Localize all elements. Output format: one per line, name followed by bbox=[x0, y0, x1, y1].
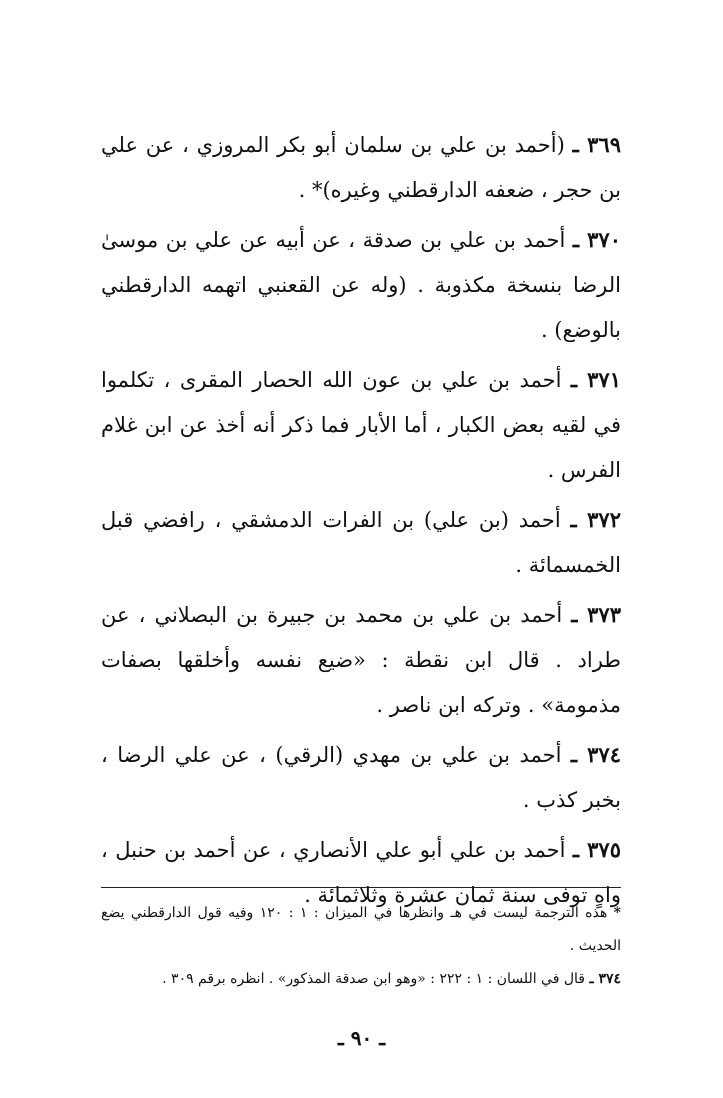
footnote-374 bbox=[101, 963, 621, 996]
entry-text: أحمد بن علي بن محمد بن جبيرة بن البصلاني ، عن طراد . قال ابن نقطة : «ضيع نفسه وأخلقها بصفات مذمومة» . وتركه ابن ناصر . bbox=[101, 603, 621, 717]
entry-371 bbox=[101, 357, 621, 493]
entry-text: أحمد (بن علي) بن الفرات الدمشقي ، رافضي قبل الخمسمائة . bbox=[101, 508, 621, 577]
entry-text: أحمد بن علي أبو علي الأنصاري ، عن أحمد بن حنبل ، واهٍ توفى سنة ثمان عشرة وثلاثمائة . bbox=[101, 838, 621, 907]
entry-370 bbox=[101, 217, 621, 353]
biography-entries bbox=[101, 122, 621, 922]
entry-372 bbox=[101, 497, 621, 588]
entry-text: أحمد بن علي بن عون الله الحصار المقرى ، تكلموا في لقيه بعض الكبار ، أما الأبار فما ذكر أنه أخذ عن ابن غلام الفرس . bbox=[101, 368, 621, 482]
footnote-marker: * bbox=[613, 905, 621, 921]
footnote-marker: ٣٧٤ ـ bbox=[589, 971, 621, 987]
entry-373 bbox=[101, 592, 621, 728]
footnote-star bbox=[101, 897, 621, 963]
entry-text: (أحمد بن علي بن سلمان أبو بكر المروزي ، عن علي بن حجر ، ضعفه الدارقطني وغيره)* . bbox=[101, 133, 621, 202]
footnote-text: قال في اللسان : ١ : ٢٢٢ : «وهو ابن صدقة المذكور» . انظره برقم ٣٠٩ . bbox=[162, 971, 585, 987]
entry-number: ٣٦٩ ـ bbox=[572, 132, 621, 157]
entry-number: ٣٧٣ ـ bbox=[571, 602, 621, 627]
entry-374 bbox=[101, 732, 621, 823]
page-number: ـ ٩٠ ـ bbox=[337, 1026, 386, 1050]
entry-number: ٣٧٢ ـ bbox=[570, 507, 621, 532]
entry-number: ٣٧٤ ـ bbox=[570, 742, 621, 767]
footnotes bbox=[101, 897, 621, 996]
footnote-divider bbox=[101, 887, 621, 888]
footnote-text: هذه الترجمة ليست في هـ وانظرها في الميزان : ١ : ١٢٠ وفيه قول الدارقطني يضع الحديث . bbox=[101, 905, 621, 954]
entry-text: أحمد بن علي بن مهدي (الرقي) ، عن علي الرضا ، بخبر كذب . bbox=[101, 743, 621, 812]
entry-369 bbox=[101, 122, 621, 213]
entry-text: أحمد بن علي بن صدقة ، عن أبيه عن علي بن موسىٰ الرضا بنسخة مكذوبة . (وله عن القعنبي اتهمه الدارقطني بالوضع) . bbox=[101, 228, 621, 342]
entry-number: ٣٧١ ـ bbox=[570, 367, 621, 392]
entry-number: ٣٧٥ ـ bbox=[572, 837, 621, 862]
entry-number: ٣٧٠ ـ bbox=[572, 227, 621, 252]
